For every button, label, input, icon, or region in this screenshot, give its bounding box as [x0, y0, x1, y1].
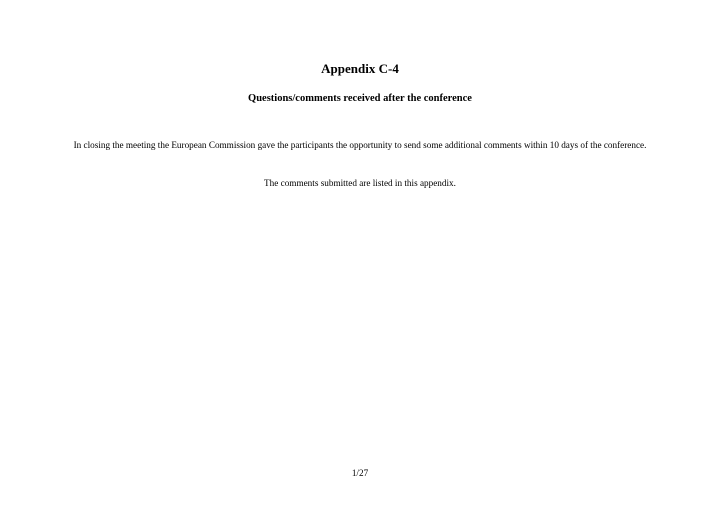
page-number: 1/27 [351, 468, 369, 478]
intro-paragraph: In closing the meeting the European Commission gave the participants the opportunity to send some additional comments within 10 days of the conference. [73, 140, 647, 150]
page-subtitle: Questions/comments received after the conference [248, 93, 472, 104]
page-title: Appendix C-4 [321, 61, 399, 76]
appendix-note-paragraph: The comments submitted are listed in this appendix. [264, 178, 456, 188]
